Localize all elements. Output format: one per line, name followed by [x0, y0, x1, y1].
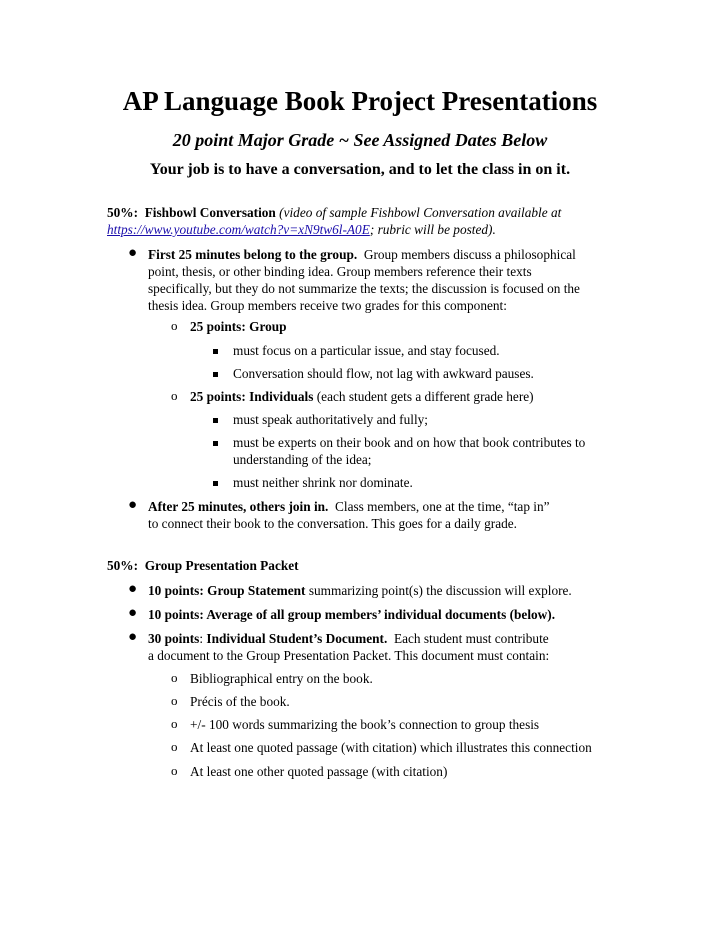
subpoint-text: must be experts on their book and on how that book contributes to	[233, 435, 586, 450]
list-item	[148, 246, 576, 263]
item-lead: 30 points	[148, 631, 200, 646]
bullet-disc-icon: ●	[128, 245, 138, 261]
section1-heading	[107, 204, 561, 221]
youtube-link[interactable]: https://www.youtube.com/watch?v=xN9tw6l-A0E	[107, 222, 370, 237]
item-colon: :	[199, 631, 204, 646]
bullet-circle-icon: o	[171, 716, 178, 731]
item-text: thesis idea. Group members receive two grades for this component:	[148, 298, 507, 313]
bullet-circle-icon: o	[171, 318, 178, 333]
item-text: specifically, but they do not summarize the texts; the discussion is focused on the	[148, 281, 580, 296]
subitem-lead: 25 points: Individuals	[190, 389, 314, 404]
subitem-text: At least one quoted passage (with citation) which illustrates this connection	[190, 740, 592, 755]
section1-title: Fishbowl Conversation	[144, 205, 276, 220]
list-item	[148, 582, 572, 599]
bullet-disc-icon: ●	[128, 581, 138, 597]
item-text: to connect their book to the conversation. This goes for a daily grade.	[148, 516, 518, 531]
item-lead: First 25 minutes belong to the group.	[148, 247, 358, 262]
bullet-circle-icon: o	[171, 693, 178, 708]
bullet-square-icon	[213, 341, 218, 358]
subitem-text: At least one other quoted passage (with citation)	[190, 764, 448, 779]
item-text: summarizing point(s) the discussion will explore.	[308, 583, 572, 598]
list-item	[148, 630, 549, 647]
item-text: Each student must contribute	[393, 631, 549, 646]
subitem-text: Précis of the book.	[190, 694, 290, 709]
bullet-disc-icon: ●	[128, 497, 138, 513]
bullet-square-icon	[213, 473, 218, 490]
subitem-text: +/- 100 words summarizing the book’s connection to group thesis	[190, 717, 540, 732]
list-item	[148, 498, 550, 515]
section2-percent: 50%:	[107, 558, 139, 573]
subpoint-text: Conversation should flow, not lag with awkward pauses.	[233, 366, 534, 381]
page-subtitle: 20 point Major Grade ~ See Assigned Dates Below	[172, 130, 548, 150]
subpoint-text: must focus on a particular issue, and stay focused.	[233, 343, 500, 358]
subpoint-text: understanding of the idea;	[233, 452, 372, 467]
bullet-disc-icon: ●	[128, 605, 138, 621]
bullet-circle-icon: o	[171, 739, 178, 754]
item-text: Group members discuss a philosophical	[363, 247, 576, 262]
bullet-square-icon	[213, 433, 218, 450]
subpoint-text: must neither shrink nor dominate.	[233, 475, 413, 490]
item-lead: After 25 minutes, others join in.	[148, 499, 329, 514]
section1-link-line	[107, 221, 496, 238]
bullet-disc-icon: ●	[128, 629, 138, 645]
list-item: 10 points: Average of all group members’ individual documents (below).	[148, 607, 556, 622]
section2-heading	[107, 557, 299, 574]
item-text: Class members, one at the time, “tap in”	[335, 499, 550, 514]
section1-note-end: ; rubric will be posted).	[369, 222, 496, 237]
item-lead: 10 points: Group Statement	[148, 583, 306, 598]
bullet-circle-icon: o	[171, 670, 178, 685]
bullet-circle-icon: o	[171, 763, 178, 778]
page-tagline: Your job is to have a conversation, and to let the class in on it.	[149, 161, 571, 178]
subitem-text: Bibliographical entry on the book.	[190, 671, 373, 686]
section1-percent: 50%:	[107, 205, 139, 220]
subitem-group: 25 points: Group	[190, 319, 287, 334]
subpoint-text: must speak authoritatively and fully;	[233, 412, 428, 427]
subitem-individuals	[190, 388, 534, 405]
item-text: a document to the Group Presentation Packet. This document must contain:	[148, 648, 550, 663]
bullet-circle-icon: o	[171, 388, 178, 403]
bullet-square-icon	[213, 364, 218, 381]
subitem-text: (each student gets a different grade here)	[316, 389, 534, 404]
bullet-square-icon	[213, 410, 218, 427]
section1-note: (video of sample Fishbowl Conversation available at	[279, 205, 562, 220]
page-title: AP Language Book Project Presentations	[122, 86, 598, 116]
section2-title: Group Presentation Packet	[144, 558, 299, 573]
item-text: point, thesis, or other binding idea. Group members reference their texts	[148, 264, 532, 279]
item-lead-2: Individual Student’s Document.	[206, 631, 388, 646]
